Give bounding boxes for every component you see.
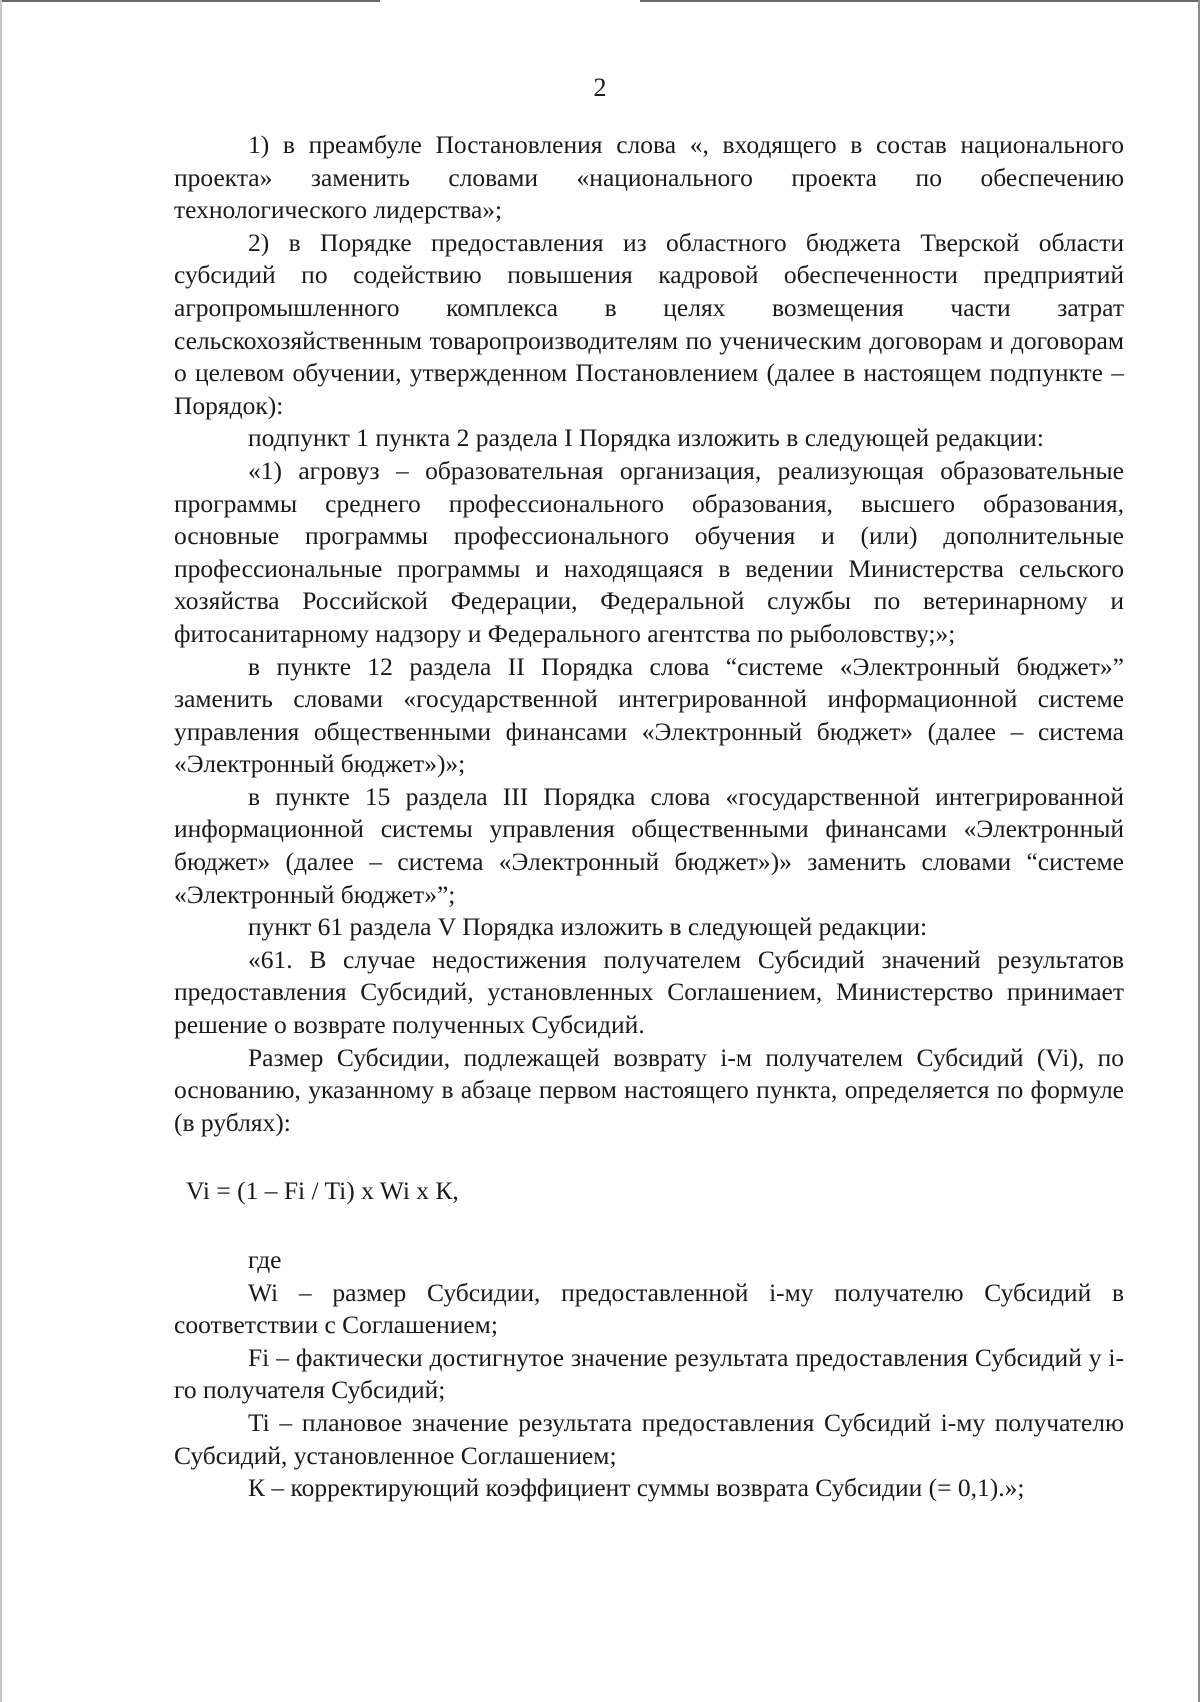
scan-artifact-top-left <box>0 0 380 2</box>
paragraph-clause-15: в пункте 15 раздела III Порядка слова «государственной интегрированной информационной системы управления общественными финансами «Электронный бюджет» (далее – система «Электронный бюджет»)» заменить словами “системе «Электронный бюджет»”; <box>174 781 1124 909</box>
paragraph-procedure-amendment: 2) в Порядке предоставления из областного бюджета Тверской области субсидий по содействию повышения кадровой обеспеченности предприятий агропромышленного комплекса в целях возмещения части затрат сельскохозяйственным товаропроизводителям по ученическим договорам и договорам о целевом обучении, утвержденном Постановлением (далее в настоящем подпункте – Порядок): <box>174 227 1124 420</box>
definition-k: К – корректирующий коэффициент суммы возврата Субсидии (= 0,1).»; <box>248 1473 1025 1503</box>
scan-edge-left <box>0 0 2 1702</box>
paragraph-clause-61-intro: пункт 61 раздела V Порядка изложить в следующей редакции: <box>248 912 928 942</box>
document-body <box>174 129 1124 1505</box>
page-number: 2 <box>593 73 607 102</box>
paragraph-clause-61-text: «61. В случае недостижения получателем Субсидий значений результатов предоставления Субсидий, установленных Соглашением, Министерство принимает решение о возврате полученных Субсидий. <box>174 944 1124 1040</box>
definition-ti: Ti – плановое значение результата предоставления Субсидий i-му получателю Субсидий, установленное Соглашением; <box>174 1407 1124 1470</box>
definition-wi: Wi – размер Субсидии, предоставленной i-му получателю Субсидий в соответствии с Соглашением; <box>174 1277 1124 1340</box>
paragraph-preamble-amendment: 1) в преамбуле Постановления слова «, входящего в состав национального проекта» заменить словами «национального проекта по обеспечению технологического лидерства»; <box>174 130 1124 225</box>
paragraph-subclause-1: подпункт 1 пункта 2 раздела I Порядка изложить в следующей редакции: <box>248 423 1044 453</box>
paragraph-subsidy-refund-size: Размер Субсидии, подлежащей возврату i-м получателем Субсидий (Vi), по основанию, указанному в абзаце первом настоящего пункта, определяется по формуле (в рублях): <box>174 1042 1124 1137</box>
scan-artifact-top-right <box>640 0 1200 2</box>
paragraph-agrovuz-definition: «1) агровуз – образовательная организация, реализующая образовательные программы среднего профессионального образования, высшего образования, основные программы профессионального обучения и (или) дополнительные профессиональные программы и находящаяся в ведении Министерства сельского хозяйства Российской Федерации, Федеральной службы по ветеринарному и фитосанитарному надзору и Федерального агентства по рыболовству;»; <box>174 455 1124 648</box>
paragraph-clause-12: в пункте 12 раздела II Порядка слова “системе «Электронный бюджет»” заменить словами «государственной интегрированной информационной системе управления общественными финансами «Электронный бюджет» (далее – система «Электронный бюджет»)»; <box>174 651 1124 779</box>
definition-fi: Fi – фактически достигнутое значение результата предоставления Субсидий у i-го получателя Субсидий; <box>174 1342 1124 1405</box>
refund-formula: Vi = (1 – Fi / Ti) x Wi x К, <box>186 1176 459 1206</box>
definition-where: где <box>248 1245 282 1274</box>
